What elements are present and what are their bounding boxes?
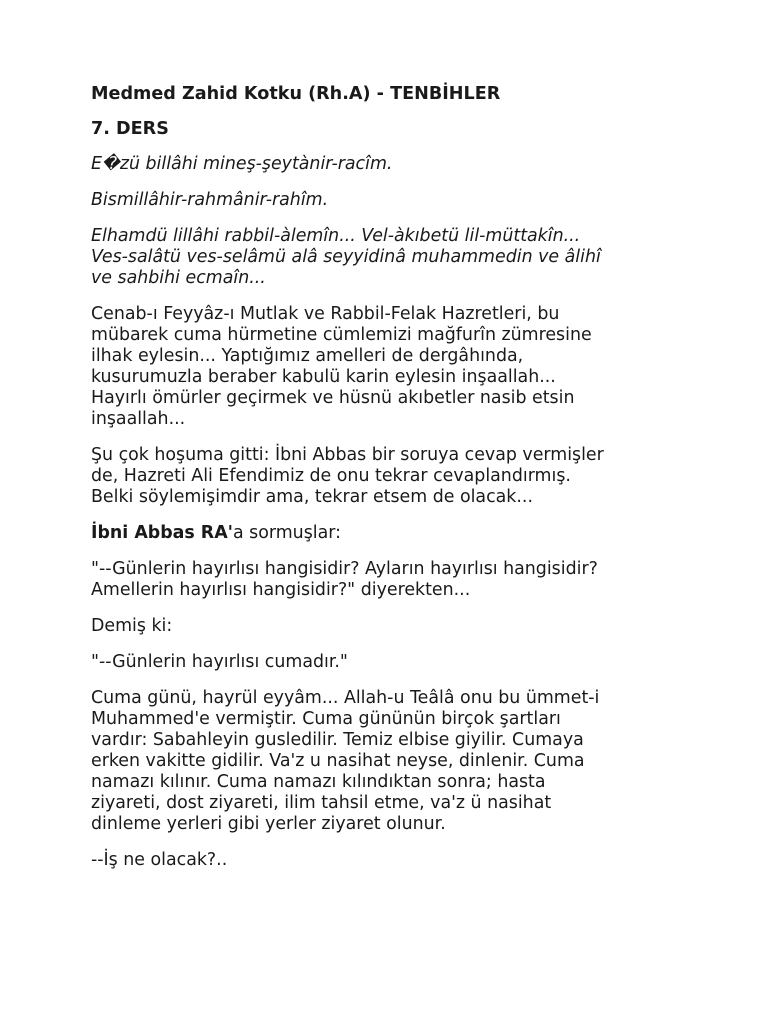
paragraph-besmele: Bismillâhir-rahmânir-rahîm. <box>91 190 329 210</box>
lesson-heading: 7. DERS <box>91 119 169 139</box>
text-line: Muhammed'e vermiştir. Cuma gününün birçok şartları <box>91 709 561 729</box>
text-line: erken vakitte gidilir. Va'z u nasihat neyse, dinlenir. Cuma <box>91 751 585 771</box>
paragraph-demis: Demiş ki: <box>91 616 173 636</box>
text-line: Hayırlı ömürler geçirmek ve hüsnü akıbetler nasib etsin <box>91 388 575 408</box>
paragraph-cevap: "--Günlerin hayırlısı cumadır." <box>91 652 348 672</box>
text-line: ve sahbihi ecmaîn... <box>91 268 266 288</box>
paragraph-is: --İş ne olacak?.. <box>91 850 228 870</box>
paragraph-soru <box>91 559 691 601</box>
text-line: ziyareti, dost ziyareti, ilim tahsil etme, va'z ü nasihat <box>91 793 552 813</box>
text-line: ilhak eylesin... Yaptığımız amelleri de dergâhında, <box>91 346 524 366</box>
text-line: mübarek cuma hürmetine cümlemizi mağfurîn zümresine <box>91 325 592 345</box>
text-line: inşaallah... <box>91 409 186 429</box>
text-line: Belki söylemişimdir ama, tekrar etsem de olacak... <box>91 487 533 507</box>
bold-name: İbni Abbas RA' <box>91 523 233 543</box>
text-line: de, Hazreti Ali Efendimiz de onu tekrar cevaplandırmış. <box>91 466 571 486</box>
text-line: Şu çok hoşuma gitti: İbni Abbas bir soruya cevap vermişler <box>91 445 604 465</box>
document-title: Medmed Zahid Kotku (Rh.A) - TENBİHLER <box>91 84 501 104</box>
text-line: namazı kılınır. Cuma namazı kılındıktan sonra; hasta <box>91 772 546 792</box>
paragraph-cuma <box>91 688 691 835</box>
text-line: Cuma günü, hayrül eyyâm... Allah-u Teâlâ onu bu ümmet-i <box>91 688 600 708</box>
text-line: "--Günlerin hayırlısı hangisidir? Ayların hayırlısı hangisidir? <box>91 559 598 579</box>
paragraph-hamd <box>91 226 691 289</box>
text-line: Amellerin hayırlısı hangisidir?" diyerekten... <box>91 580 471 600</box>
paragraph-cenab <box>91 304 691 430</box>
text-line: Elhamdü lillâhi rabbil-àlemîn... Vel-àkıbetü lil-müttakîn... <box>91 226 581 246</box>
text-line: dinleme yerleri gibi yerler ziyaret olunur. <box>91 814 446 834</box>
paragraph-hosuma <box>91 445 691 508</box>
text-line: Cenab-ı Feyyâz-ı Mutlak ve Rabbil-Felak Hazretleri, bu <box>91 304 560 324</box>
document-page <box>91 84 691 886</box>
paragraph-ibni-abbas <box>91 523 691 544</box>
text-line: kusurumuzla beraber kabulü karin eylesin inşaallah... <box>91 367 556 387</box>
text-line: Ves-salâtü ves-selâmü alâ seyyidinâ muhammedin ve âlihî <box>91 247 601 267</box>
text-line: vardır: Sabahleyin gusledilir. Temiz elbise giyilir. Cumaya <box>91 730 584 750</box>
text-rest: a sormuşlar: <box>233 523 341 543</box>
paragraph-euzu: E�zü billâhi mineş-şeytànir-racîm. <box>91 154 393 174</box>
